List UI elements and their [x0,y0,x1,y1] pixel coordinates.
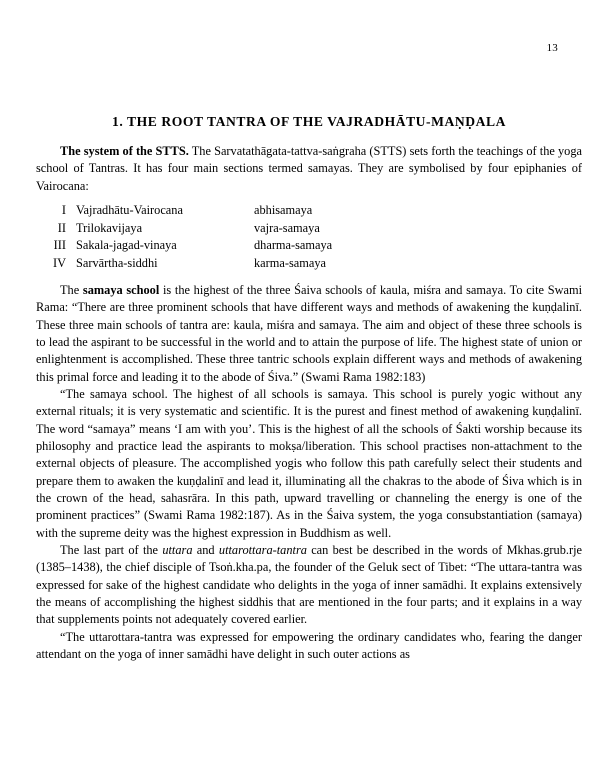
epiphany-numeral: II [57,220,66,235]
title-italic-uttarottara-tantra: uttarottara-tantra [218,543,307,557]
paragraph-samaya-quote: “The samaya school. The highest of all schools is samaya. This school is purely yogic without any external rituals; it is very systematic and scientific. It is the purest and finest method of awakening kuṇḍalinī. The word “samaya” means ‘I am with you’. This is the highest of all the schools of Śakti worship because its philosophy and practice lead the aspirants to mokṣa/liberation. This school practises non-attachment to the external objects of pleasure. The accomplished yogis who follow this path carefully select their students and prepare them to awaken the kuṇḍalinī and lead it, illuminating all the chakras to the abode of Śiva which is in the crown of the head, sahasrāra. In this path, upward travelling or channeling the energy is one of the prominent practices” (Swami Rama 1982:187). As in the Śaiva system, the yoga consubstantiation (samaya) with the supreme deity was the highest expression in Buddhism as well. [36,386,582,540]
list-item [36,237,582,255]
paragraph-uttarottara-tantra: “The uttarottara-tantra was expressed for empowering the ordinary candidates who, fearing the danger attendant on the yoga of inner samādhi have delight in such outer actions as [36,629,582,662]
epiphany-list [36,202,582,273]
epiphany-samaya: abhisamaya [254,203,313,218]
paragraph-text-pre: The [60,282,83,297]
paragraph-uttara-tantra [36,542,582,629]
epiphany-name: Sakala-jagad-vinaya [76,238,177,253]
epiphany-samaya: dharma-samaya [254,238,333,253]
epiphany-name: Sarvārtha-siddhi [76,256,158,271]
epiphany-name: Trilokavijaya [76,220,143,235]
paragraph-samaya-school [36,282,582,386]
epiphany-numeral: III [53,238,66,253]
epiphany-numeral: I [61,203,66,218]
paragraph-text: The Sarvatathāgata-tattva-saṅgraha (STTS) sets forth the teachings of the yoga school of Tantras. It has four main sections termed samayas. They are symbolised by four epiphanies of Vairocana: [36,144,582,193]
paragraph-text-mid: and [192,543,219,557]
paragraph-emphasis: samaya school [82,282,160,297]
epiphany-numeral: IV [52,256,66,271]
paragraph-text: can best be described in the words of Mkhas.grub.rje (1385–1438), the chief disciple of Tsoṅ.kha.pa, the founder of the Geluk sect of Tibet: “The uttara-tantra was expressed for sake of the highest candidate who delights in the yoga of inner samādhi. It explains extensively the means of accomplishing the highest siddhis that are mentioned in the four parts; and it explains in a way that supplements points not adequately covered earlier. [36,543,582,627]
chapter-title: 1. THE ROOT TANTRA OF THE VAJRADHĀTU-MAṆḌALA [112,114,506,130]
text-column [36,143,582,663]
list-item [36,255,582,273]
list-item [36,202,582,220]
epiphany-samaya: karma-samaya [254,256,326,271]
epiphany-samaya: vajra-samaya [254,220,320,235]
epiphany-name: Vajradhātu-Vairocana [76,203,183,218]
list-item [36,220,582,238]
page-number: 13 [546,42,558,54]
title-italic-uttara: uttara [162,543,193,557]
paragraph-system-of-stts [36,143,582,195]
paragraph-text-pre: The last part of the [60,543,163,557]
paragraph-text: is the highest of the three Śaiva schools of kaula, miśra and samaya. To cite Swami Rama: “There are three prominent schools that have different ways and methods of awakening the kuṇḍalinī. These three main schools of tantra are: kaula, miśra and samaya. The aim and object of these three schools is to lead the aspirant to be successful in the world and to attain the purpose of life. The highest state of union or enlightenment is accomplished. These three tantric schools explain different ways and methods of awakening this primal force and leading it to the abode of Śiva.” (Swami Rama 1982:183) [36,282,582,384]
paragraph-lead-in: The system of the STTS. [60,144,189,158]
